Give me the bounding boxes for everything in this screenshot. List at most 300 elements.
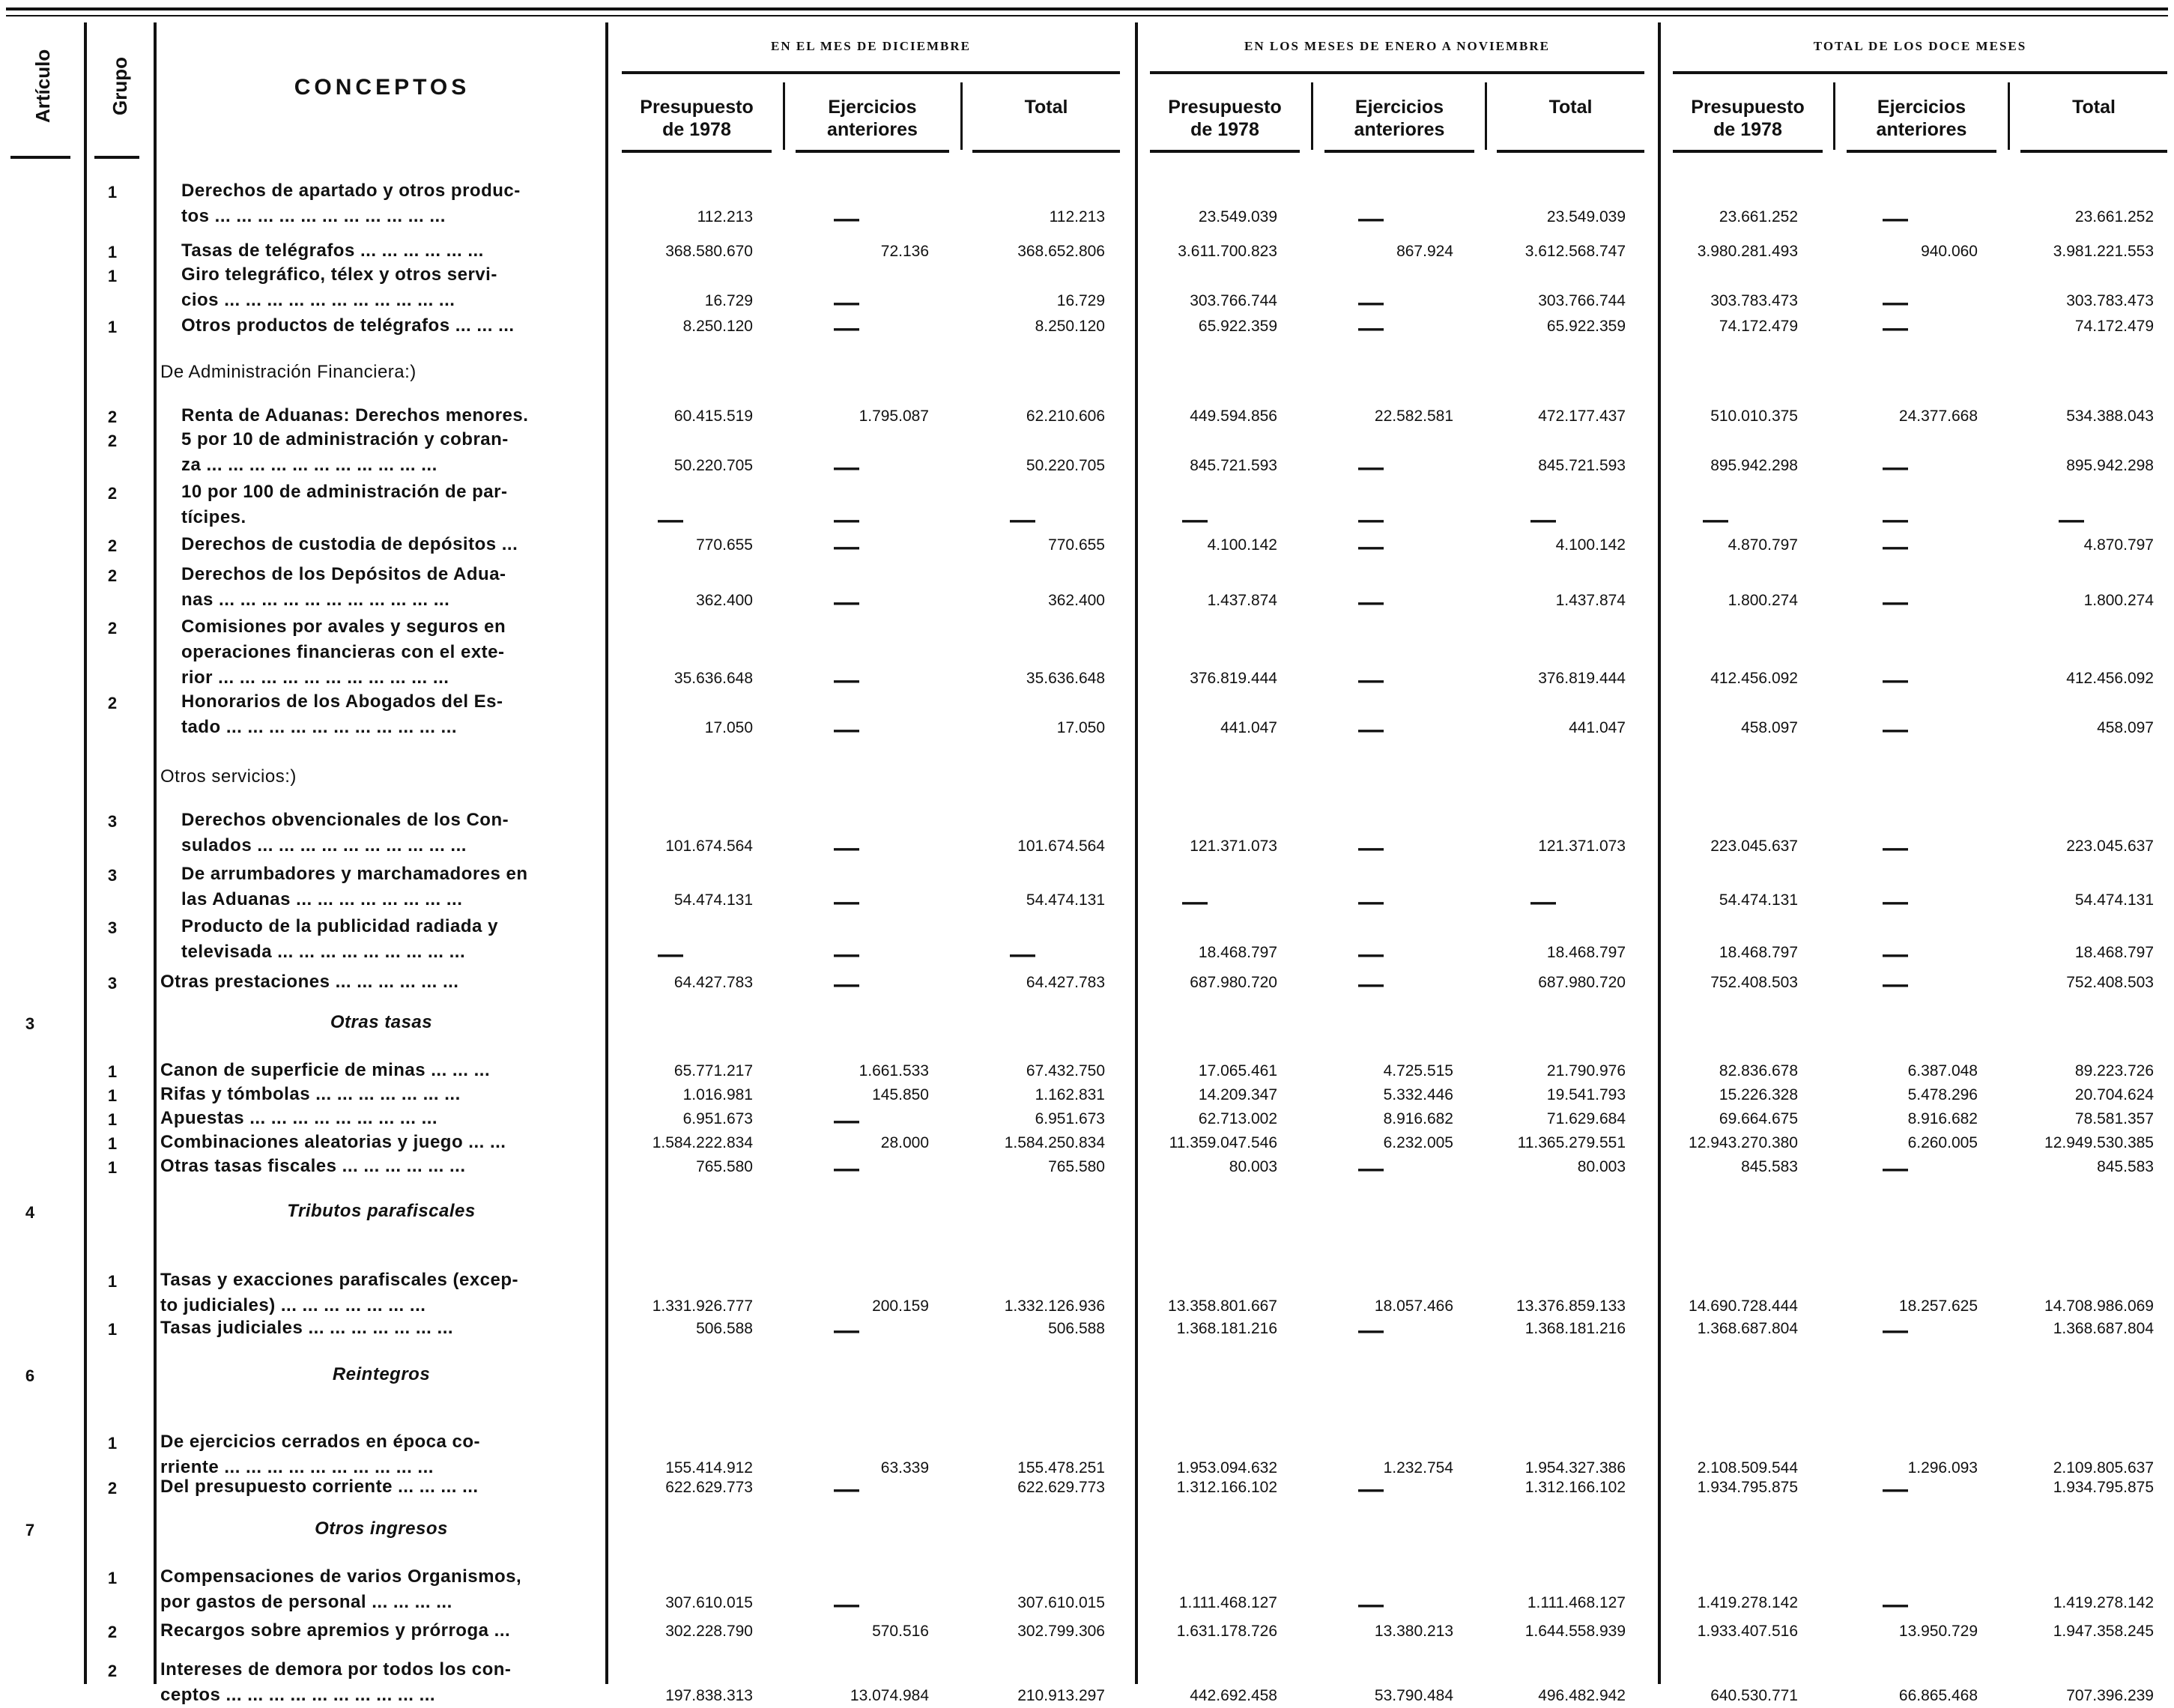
grupo-cell: 2 [107, 694, 118, 712]
value-cell: 6.951.673 [682, 1110, 753, 1127]
value-cell: 4.725.515 [1383, 1062, 1453, 1079]
concepto-line: De ejercicios cerrados en época co- [160, 1432, 481, 1452]
value-cell: — [1358, 666, 1384, 694]
concepto-label [160, 969, 458, 995]
concepto-line: tícipes. [181, 507, 246, 527]
value-cell: 72.136 [880, 243, 929, 260]
value-cell: 65.771.217 [673, 1062, 753, 1079]
value-cell: 200.159 [872, 1297, 929, 1315]
value-cell: 15.226.328 [1719, 1086, 1798, 1103]
value-cell: 4.100.142 [1555, 536, 1626, 554]
value-cell: 1.162.831 [1035, 1086, 1105, 1103]
grupo-cell: 3 [107, 812, 118, 831]
header-bottom-8 [1847, 150, 1996, 153]
header-conceptos: CONCEPTOS [294, 75, 470, 100]
value-cell: 441.047 [1220, 719, 1277, 736]
value-cell: 1.800.274 [2083, 592, 2154, 609]
value-cell: 8.916.682 [1907, 1110, 1978, 1127]
value-cell: — [1883, 1154, 1908, 1183]
grupo-cell: 1 [107, 1434, 118, 1453]
value-cell: — [834, 834, 859, 862]
value-cell: 223.045.637 [1710, 838, 1798, 855]
top-rule [6, 7, 2168, 10]
value-cell: 155.414.912 [665, 1459, 753, 1477]
value-cell: 1.111.468.127 [1178, 1594, 1277, 1611]
subheader-line: Presupuesto [640, 97, 754, 118]
value-cell: 1.419.278.142 [1697, 1594, 1798, 1611]
value-cell: 64.427.783 [673, 974, 753, 991]
value-cell: — [834, 1590, 859, 1619]
concepto-line: Honorarios de los Abogados del Es- [181, 691, 503, 712]
concepto-line: rior ... ... ... ... ... ... ... ... ... ... ... [181, 667, 449, 688]
concepto-line: Otros productos de telégrafos ... ... ... [181, 315, 515, 336]
value-cell: 770.655 [696, 536, 753, 554]
value-cell: 14.708.986.069 [2044, 1297, 2154, 1315]
value-cell: 845.721.593 [1190, 457, 1277, 474]
value-cell: 1.631.178.726 [1176, 1623, 1277, 1640]
articulo-cell: 4 [25, 1203, 35, 1222]
value-cell: 1.368.181.216 [1176, 1320, 1277, 1337]
concepto-line: Reintegros [332, 1364, 431, 1384]
header-grupo: Grupo [109, 57, 131, 115]
divider-sub-1 [783, 82, 785, 150]
value-cell: — [834, 205, 859, 233]
concepto-line: televisada ... ... ... ... ... ... ... ... ... [181, 942, 466, 962]
value-cell: 17.065.461 [1198, 1062, 1277, 1079]
value-cell: 5.478.296 [1907, 1086, 1978, 1103]
value-cell: 13.074.984 [850, 1687, 929, 1704]
subheader-line: Ejercicios [1877, 97, 1966, 118]
value-cell: 18.057.466 [1374, 1297, 1453, 1315]
value-cell: 21.790.976 [1546, 1062, 1626, 1079]
value-cell: — [834, 506, 859, 534]
value-cell: — [1182, 888, 1208, 916]
concepto-line: De Administración Financiera:) [160, 362, 417, 382]
concepto-line: De arrumbadores y marchamadores en [181, 864, 528, 884]
grupo-cell: 2 [107, 536, 118, 555]
value-cell: — [1883, 970, 1908, 999]
header-bottom-6 [1497, 150, 1644, 153]
value-cell: 368.580.670 [665, 243, 753, 260]
value-cell: 1.644.558.939 [1524, 1623, 1626, 1640]
value-cell: — [834, 588, 859, 617]
value-cell: 22.582.581 [1374, 408, 1453, 425]
concepto-line: Canon de superficie de minas ... ... ... [160, 1060, 491, 1080]
header-bottom-7 [1673, 150, 1823, 153]
value-cell: 54.474.131 [1026, 891, 1105, 909]
header-bottom-articulo [10, 156, 70, 159]
value-cell: 69.664.675 [1719, 1110, 1798, 1127]
value-cell: — [834, 1475, 859, 1503]
concepto-line: 5 por 10 de administración y cobran- [181, 429, 509, 449]
value-cell: 4.870.797 [1728, 536, 1798, 554]
value-cell: — [658, 940, 683, 969]
value-cell: 368.652.806 [1017, 243, 1105, 260]
concepto-label [181, 861, 528, 912]
value-cell: 2.109.805.637 [2053, 1459, 2154, 1477]
concepto-line: Combinaciones aleatorias y juego ... ... [160, 1132, 506, 1152]
concepto-line: Compensaciones de varios Organismos, [160, 1566, 522, 1587]
value-cell: 1.947.358.245 [2053, 1623, 2154, 1640]
concepto-line: las Aduanas ... ... ... ... ... ... ... ... [181, 889, 463, 909]
value-cell: 18.468.797 [1198, 944, 1277, 961]
value-cell: — [1883, 1316, 1908, 1345]
value-cell: 223.045.637 [2066, 838, 2154, 855]
value-cell: — [1010, 940, 1035, 969]
concepto-line: Derechos de apartado y otros produc- [181, 181, 521, 201]
concepto-line: Otros ingresos [315, 1518, 448, 1539]
value-cell: 449.594.856 [1190, 408, 1277, 425]
value-cell: — [1530, 506, 1556, 534]
subheader-line: anteriores [1354, 119, 1445, 140]
value-cell: — [1883, 834, 1908, 862]
value-cell: 80.003 [1577, 1158, 1626, 1175]
value-cell: 303.783.473 [2066, 292, 2154, 309]
value-cell: 376.819.444 [1538, 670, 1626, 687]
group-underline-3 [1673, 71, 2167, 74]
concepto-line: Renta de Aduanas: Derechos menores. [181, 405, 529, 426]
value-cell: 496.482.942 [1538, 1687, 1626, 1704]
subheader-presupuesto-1 [622, 96, 772, 148]
subheader-total-2 [1497, 96, 1644, 148]
concepto-line: Otras tasas fiscales ... ... ... ... ... ... [160, 1156, 466, 1176]
header-bottom-grupo [94, 156, 139, 159]
concepto-label [160, 1010, 602, 1035]
value-cell: 64.427.783 [1026, 974, 1105, 991]
value-cell: 307.610.015 [1017, 1594, 1105, 1611]
concepto-label [160, 1058, 490, 1083]
grupo-cell: 1 [107, 1062, 118, 1081]
top-rule-thin [6, 15, 2168, 16]
value-cell: — [834, 314, 859, 342]
value-cell: — [1530, 888, 1556, 916]
concepto-line: Derechos de custodia de depósitos ... [181, 534, 518, 554]
subheader-line: de 1978 [1713, 119, 1782, 140]
value-cell: — [1358, 888, 1384, 916]
value-cell: — [1883, 1475, 1908, 1503]
value-cell: 412.456.092 [1710, 670, 1798, 687]
value-cell: 940.060 [1921, 243, 1978, 260]
value-cell: — [1358, 970, 1384, 999]
concepto-line: 10 por 100 de administración de par- [181, 482, 508, 502]
value-cell: 845.583 [1741, 1158, 1798, 1175]
value-cell: 16.729 [1056, 292, 1105, 309]
value-cell: 14.209.347 [1198, 1086, 1277, 1103]
grupo-cell: 2 [107, 408, 118, 426]
group-title-diciembre: EN EL MES DE DICIEMBRE [771, 39, 971, 53]
value-cell: 74.172.479 [2074, 318, 2154, 335]
value-cell: 302.799.306 [1017, 1623, 1105, 1640]
value-cell: 8.250.120 [1035, 318, 1105, 335]
group-title-doce-meses: TOTAL DE LOS DOCE MESES [1813, 39, 2027, 53]
value-cell: — [1358, 940, 1384, 969]
value-cell: — [834, 666, 859, 694]
value-cell: 707.396.239 [2066, 1687, 2154, 1704]
value-cell: 4.870.797 [2083, 536, 2154, 554]
value-cell: 20.704.624 [2074, 1086, 2154, 1103]
concepto-label [160, 1564, 521, 1615]
value-cell: 770.655 [1048, 536, 1105, 554]
value-cell: 765.580 [696, 1158, 753, 1175]
concepto-label [181, 532, 518, 557]
value-cell: 1.933.407.516 [1697, 1623, 1798, 1640]
header-articulo: Artículo [31, 49, 54, 124]
value-cell: 82.836.678 [1719, 1062, 1798, 1079]
value-cell: 1.331.926.777 [652, 1297, 753, 1315]
value-cell: — [834, 715, 859, 744]
value-cell: 412.456.092 [2066, 670, 2154, 687]
concepto-label [181, 238, 484, 264]
value-cell: 28.000 [880, 1134, 929, 1151]
concepto-label [160, 1154, 466, 1179]
grupo-cell: 2 [107, 431, 118, 450]
value-cell: 210.913.297 [1017, 1687, 1105, 1704]
value-cell: — [1703, 506, 1728, 534]
value-cell: 155.478.251 [1017, 1459, 1105, 1477]
value-cell: 65.922.359 [1546, 318, 1626, 335]
value-cell: — [1358, 715, 1384, 744]
grupo-cell: 1 [107, 1569, 118, 1587]
value-cell: — [834, 288, 859, 317]
value-cell: 472.177.437 [1538, 408, 1626, 425]
value-cell: 12.949.530.385 [2044, 1134, 2154, 1151]
concepto-line: Derechos obvencionales de los Con- [181, 810, 509, 830]
value-cell: — [834, 533, 859, 561]
value-cell: 121.371.073 [1538, 838, 1626, 855]
concepto-label [181, 808, 509, 858]
concepto-label [160, 1106, 437, 1131]
subheader-total-1 [972, 96, 1120, 148]
grupo-cell: 2 [107, 1662, 118, 1680]
value-cell: — [1883, 205, 1908, 233]
concepto-label [160, 1199, 602, 1224]
concepto-label [160, 1268, 518, 1318]
value-cell: 53.790.484 [1374, 1687, 1453, 1704]
subheader-line: de 1978 [1190, 119, 1259, 140]
value-cell: 307.610.015 [665, 1594, 753, 1611]
value-cell: 362.400 [1048, 592, 1105, 609]
value-cell: — [2059, 506, 2084, 534]
value-cell: 35.636.648 [1026, 670, 1105, 687]
concepto-label [160, 1429, 480, 1480]
grupo-cell: 3 [107, 866, 118, 885]
concepto-label [160, 764, 297, 790]
value-cell: 121.371.073 [1190, 838, 1277, 855]
value-cell: — [1358, 1154, 1384, 1183]
value-cell: 23.549.039 [1546, 208, 1626, 225]
header-bottom-1 [622, 150, 772, 153]
value-cell: 112.213 [1049, 208, 1105, 225]
value-cell: 197.838.313 [665, 1687, 753, 1704]
concepto-label [160, 1657, 511, 1708]
value-cell: — [834, 888, 859, 916]
value-cell: 24.377.668 [1898, 408, 1978, 425]
value-cell: — [1358, 1475, 1384, 1503]
subheader-line: Presupuesto [1168, 97, 1282, 118]
concepto-line: tado ... ... ... ... ... ... ... ... ... ... ... [181, 717, 458, 737]
value-cell: 362.400 [696, 592, 753, 609]
concepto-line: Tasas y exacciones parafiscales (excep- [160, 1270, 519, 1290]
value-cell: 1.934.795.875 [1697, 1479, 1798, 1496]
value-cell: 18.468.797 [2074, 944, 2154, 961]
value-cell: 752.408.503 [2066, 974, 2154, 991]
value-cell: 752.408.503 [1710, 974, 1798, 991]
value-cell: — [834, 1154, 859, 1183]
concepto-line: operaciones financieras con el exte- [181, 642, 505, 662]
value-cell: 62.210.606 [1026, 408, 1105, 425]
value-cell: 16.729 [704, 292, 753, 309]
concepto-line: tos ... ... ... ... ... ... ... ... ... ... ... [181, 206, 446, 226]
value-cell: 895.942.298 [1710, 457, 1798, 474]
divider-grupo [154, 22, 157, 1684]
value-cell: 1.584.222.834 [652, 1134, 753, 1151]
value-cell: 54.474.131 [673, 891, 753, 909]
value-cell: — [1883, 1590, 1908, 1619]
value-cell: — [658, 506, 683, 534]
concepto-line: Apuestas ... ... ... ... ... ... ... ... ... [160, 1108, 438, 1128]
concepto-line: Tributos parafiscales [287, 1201, 476, 1221]
value-cell: 6.951.673 [1035, 1110, 1105, 1127]
subheader-line: Total [2072, 97, 2116, 118]
header-bottom-3 [972, 150, 1120, 153]
concepto-line: Del presupuesto corriente ... ... ... ... [160, 1477, 479, 1497]
grupo-cell: 1 [107, 1320, 118, 1339]
concepto-line: Rifas y tómbolas ... ... ... ... ... ... ... [160, 1084, 461, 1104]
value-cell: 534.388.043 [2066, 408, 2154, 425]
value-cell: 78.581.357 [2074, 1110, 2154, 1127]
value-cell: 845.721.593 [1538, 457, 1626, 474]
subheader-presupuesto-3 [1673, 96, 1823, 148]
value-cell: 867.924 [1396, 243, 1453, 260]
value-cell: 687.980.720 [1538, 974, 1626, 991]
value-cell: 13.376.859.133 [1516, 1297, 1626, 1315]
value-cell: 50.220.705 [1026, 457, 1105, 474]
group-underline-2 [1150, 71, 1644, 74]
value-cell: 6.387.048 [1907, 1062, 1978, 1079]
value-cell: — [834, 1106, 859, 1135]
value-cell: — [1358, 205, 1384, 233]
value-cell: 458.097 [1741, 719, 1798, 736]
value-cell: 687.980.720 [1190, 974, 1277, 991]
subheader-line: de 1978 [662, 119, 731, 140]
value-cell: — [1182, 506, 1208, 534]
concepto-label [160, 1130, 506, 1155]
value-cell: 845.583 [2097, 1158, 2154, 1175]
value-cell: 1.800.274 [1728, 592, 1798, 609]
value-cell: 19.541.793 [1546, 1086, 1626, 1103]
value-cell: 11.365.279.551 [1517, 1134, 1626, 1151]
value-cell: 2.108.509.544 [1697, 1459, 1798, 1477]
value-cell: 18.257.625 [1898, 1297, 1978, 1315]
grupo-cell: 2 [107, 484, 118, 503]
value-cell: 1.312.166.102 [1176, 1479, 1277, 1496]
value-cell: 23.549.039 [1198, 208, 1277, 225]
value-cell: 895.942.298 [2066, 457, 2154, 474]
value-cell: 11.359.047.546 [1169, 1134, 1277, 1151]
value-cell: 8.916.682 [1383, 1110, 1453, 1127]
value-cell: 13.950.729 [1898, 1623, 1978, 1640]
grupo-cell: 1 [107, 1110, 118, 1129]
value-cell: — [834, 940, 859, 969]
value-cell: — [1358, 533, 1384, 561]
articulo-cell: 7 [25, 1521, 35, 1539]
concepto-line: sulados ... ... ... ... ... ... ... ... ... ... [181, 835, 467, 855]
value-cell: 1.368.687.804 [2053, 1320, 2154, 1337]
value-cell: — [1883, 453, 1908, 482]
value-cell: — [1883, 588, 1908, 617]
concepto-line: ceptos ... ... ... ... ... ... ... ... ... ... [160, 1685, 436, 1705]
concepto-label [181, 262, 497, 313]
value-cell: — [1358, 1590, 1384, 1619]
value-cell: — [1883, 506, 1908, 534]
value-cell: 303.766.744 [1538, 292, 1626, 309]
divider-sub-4 [1485, 82, 1487, 150]
concepto-line: Otras tasas [330, 1012, 433, 1032]
value-cell: 145.850 [872, 1086, 929, 1103]
value-cell: — [1883, 533, 1908, 561]
concepto-line: Otras prestaciones ... ... ... ... ... ... [160, 972, 459, 992]
value-cell: 62.713.002 [1198, 1110, 1277, 1127]
subheader-line: Ejercicios [828, 97, 917, 118]
value-cell: — [1883, 715, 1908, 744]
value-cell: 54.474.131 [2074, 891, 2154, 909]
value-cell: 80.003 [1229, 1158, 1277, 1175]
subheader-line: Total [1548, 97, 1593, 118]
value-cell: 1.111.468.127 [1527, 1594, 1626, 1611]
value-cell: — [1883, 888, 1908, 916]
grupo-cell: 2 [107, 619, 118, 638]
grupo-cell: 1 [107, 1134, 118, 1153]
value-cell: — [1358, 588, 1384, 617]
value-cell: 66.865.468 [1898, 1687, 1978, 1704]
header-bottom-2 [796, 150, 949, 153]
header-bottom-4 [1150, 150, 1300, 153]
value-cell: 1.332.126.936 [1004, 1297, 1105, 1315]
concepto-label [160, 360, 417, 385]
value-cell: 1.368.687.804 [1697, 1320, 1798, 1337]
value-cell: — [1358, 1316, 1384, 1345]
value-cell: 60.415.519 [673, 408, 753, 425]
value-cell: 3.981.221.553 [2053, 243, 2154, 260]
concepto-line: Tasas judiciales ... ... ... ... ... ... ... [160, 1318, 454, 1338]
value-cell: 65.922.359 [1198, 318, 1277, 335]
value-cell: 506.588 [696, 1320, 753, 1337]
value-cell: 1.419.278.142 [2053, 1594, 2154, 1611]
value-cell: 89.223.726 [2074, 1062, 2154, 1079]
concepto-line: por gastos de personal ... ... ... ... [160, 1592, 452, 1612]
value-cell: 3.980.281.493 [1697, 243, 1798, 260]
value-cell: — [1358, 314, 1384, 342]
value-cell: 3.612.568.747 [1524, 243, 1626, 260]
value-cell: 765.580 [1048, 1158, 1105, 1175]
concepto-label [181, 403, 528, 428]
value-cell: 1.312.166.102 [1524, 1479, 1626, 1496]
concepto-label [181, 914, 498, 965]
concepto-label [181, 614, 506, 691]
value-cell: 510.010.375 [1710, 408, 1798, 425]
subheader-ejercicios-anteriores-2 [1324, 96, 1474, 148]
concepto-line: Derechos de los Depósitos de Adua- [181, 564, 506, 584]
value-cell: 112.213 [697, 208, 753, 225]
value-cell: 303.766.744 [1190, 292, 1277, 309]
subheader-line: Ejercicios [1354, 97, 1444, 118]
header-bottom-9 [2020, 150, 2167, 153]
value-cell: 12.943.270.380 [1689, 1134, 1798, 1151]
value-cell: 622.629.773 [1017, 1479, 1105, 1496]
subheader-ejercicios-anteriores-1 [796, 96, 949, 148]
value-cell: 1.795.087 [859, 408, 929, 425]
value-cell: 1.934.795.875 [2053, 1479, 2154, 1496]
